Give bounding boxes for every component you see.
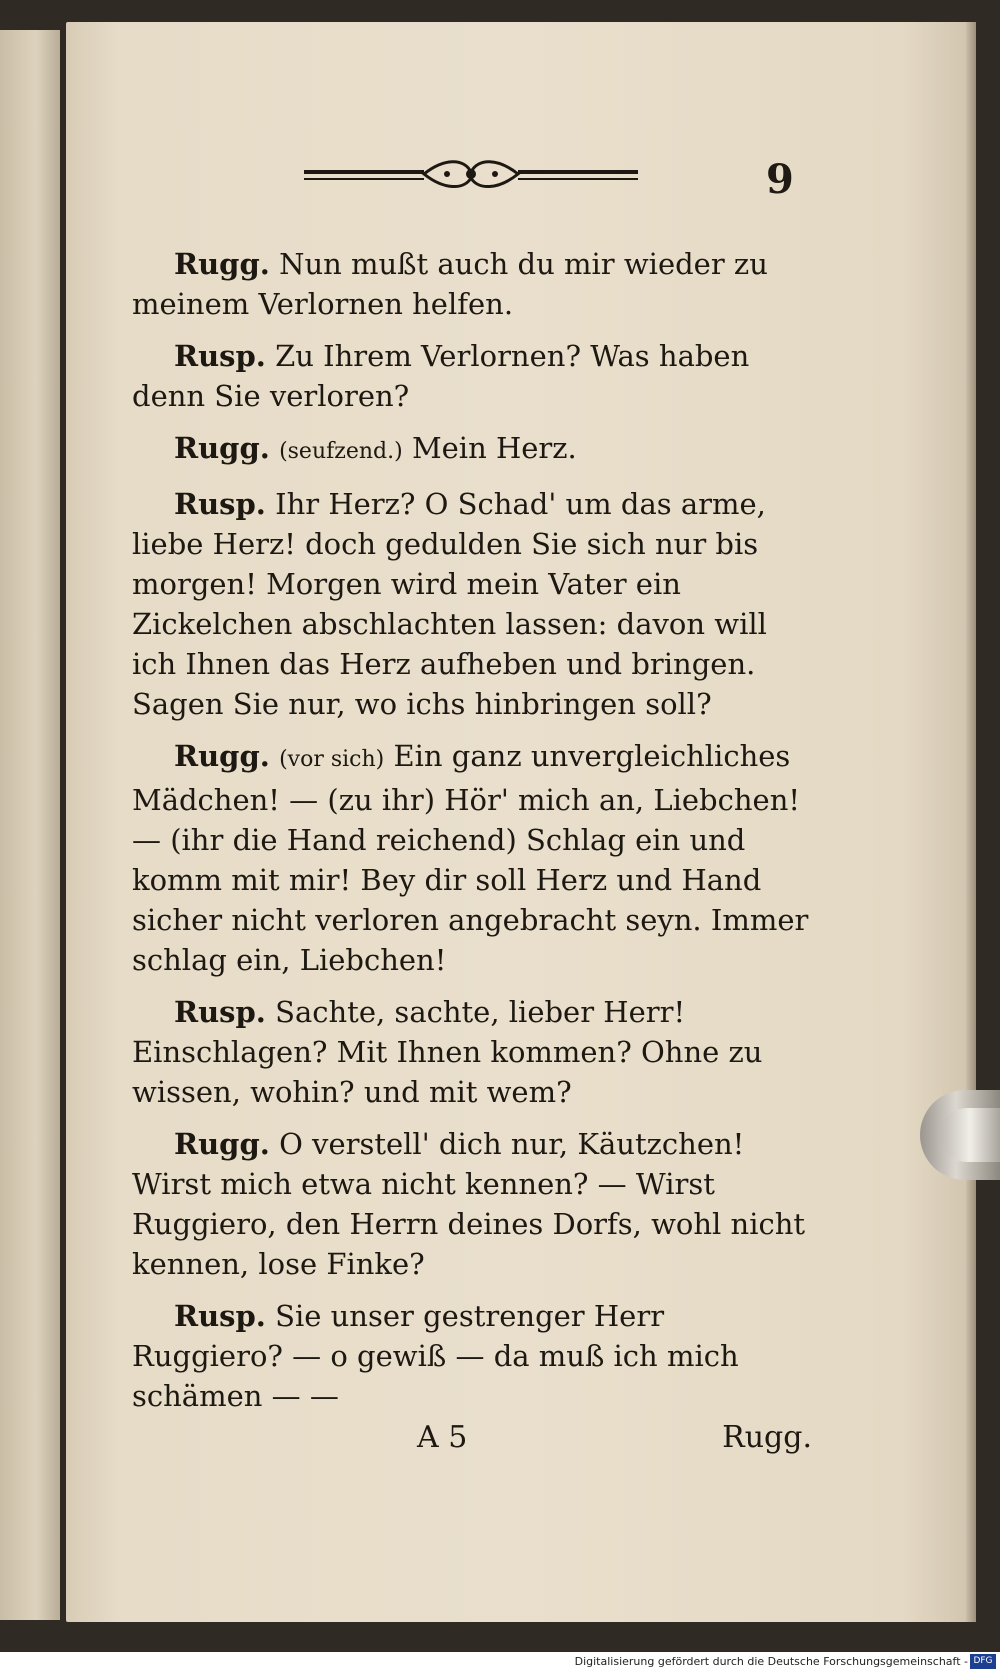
speaker-name: Rugg. [174, 431, 270, 465]
speaker-name: Rugg. [174, 247, 270, 281]
stage-direction: (vor sich) [279, 747, 385, 772]
signature-mark: A 5 [417, 1420, 468, 1455]
dialogue-text: Sie unser gestrenger Herr Ruggiero? — o gewiß — da muß ich mich schämen — — [132, 1299, 739, 1413]
speaker-name: Rusp. [174, 487, 266, 521]
dialogue-text: Sachte, sachte, lieber Herr! Einschlagen? Mit Ihnen kommen? Ohne zu wissen, wohin? und mit wem? [132, 995, 763, 1109]
dialogue-text: Zu Ihrem Verlornen? Was haben denn Sie verloren? [132, 339, 750, 413]
page-footer [132, 1420, 812, 1460]
dialogue-text: Ein ganz unvergleichliches Mädchen! — (zu ihr) Hör' mich an, Liebchen! — (ihr die Hand reichend) Schlag ein und komm mit mir! Bey dir soll Herz und Hand sicher nicht verloren angebracht seyn. Immer schlag ein, Liebchen! [132, 739, 809, 977]
dialogue-paragraph [132, 992, 812, 1112]
dialogue-paragraph [132, 1124, 812, 1284]
dialogue-text: O verstell' dich nur, Käutzchen! Wirst mich etwa nicht kennen? — Wirst Ruggiero, den Herrn deines Dorfs, wohl nicht kennen, lose Finke? [132, 1127, 806, 1281]
book-page [66, 22, 976, 1622]
speaker-name: Rusp. [174, 339, 266, 373]
stage-direction: (seufzend.) [279, 439, 403, 464]
facing-page-edge [0, 30, 60, 1620]
speaker-name: Rusp. [174, 1299, 266, 1333]
header-ornament [304, 154, 638, 194]
dialogue-text: Mein Herz. [411, 431, 577, 465]
body-text [132, 244, 812, 1428]
dialogue-paragraph [132, 428, 812, 472]
book-clip-highlight [940, 1108, 1000, 1162]
dialogue-paragraph [132, 1296, 812, 1416]
page-number: 9 [766, 156, 794, 203]
dialogue-paragraph [132, 736, 812, 980]
speaker-name: Rugg. [174, 1127, 270, 1161]
dfg-logo: DFG [970, 1654, 996, 1669]
funding-credit: Digitalisierung gefördert durch die Deutsche Forschungsgemeinschaft - [574, 1655, 968, 1668]
catchword: Rugg. [722, 1420, 812, 1455]
dialogue-paragraph [132, 244, 812, 324]
dialogue-paragraph [132, 336, 812, 416]
dialogue-paragraph [132, 484, 812, 724]
speaker-name: Rusp. [174, 995, 266, 1029]
dialogue-text: Nun mußt auch du mir wieder zu meinem Verlornen helfen. [132, 247, 768, 321]
dialogue-text: Ihr Herz? O Schad' um das arme, liebe Herz! doch gedulden Sie sich nur bis morgen! Morgen wird mein Vater ein Zickelchen abschlachten lassen: davon will ich Ihnen das Herz aufheben und bringen. Sagen Sie nur, wo ichs hinbringen soll? [132, 487, 767, 721]
page-fore-edge [966, 22, 976, 1622]
speaker-name: Rugg. [174, 739, 270, 773]
